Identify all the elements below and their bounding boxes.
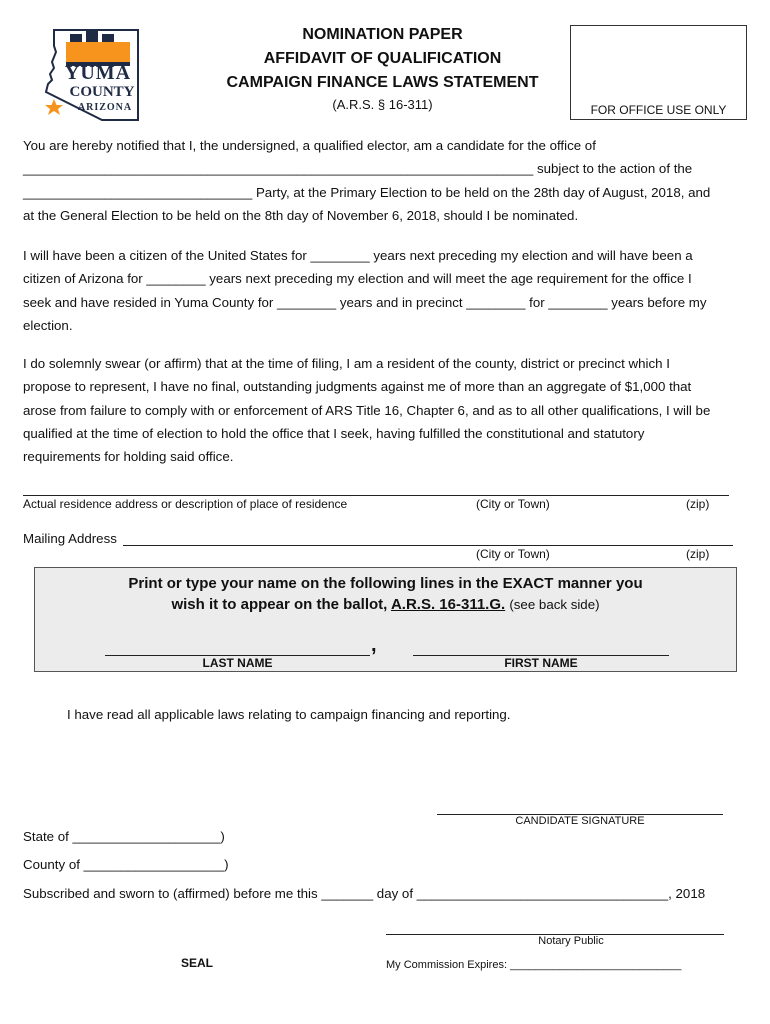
para3-line4: qualified at the time of election to hold the office that I seek, having fulfilled the constitutional and statutory <box>23 425 645 441</box>
statute-reference: (A.R.S. § 16-311) <box>332 97 433 112</box>
office-use-label: FOR OFFICE USE ONLY <box>590 103 727 117</box>
title-nomination-paper: NOMINATION PAPER <box>302 26 463 43</box>
title-campaign-finance: CAMPAIGN FINANCE LAWS STATEMENT <box>226 74 539 91</box>
subscribed-sworn-line[interactable]: Subscribed and sworn to (affirmed) before me this _______ day of __________________________________, 2018 <box>23 886 706 901</box>
mailing-address-label: Mailing Address <box>23 531 117 546</box>
ballot-name-box <box>34 567 737 672</box>
mailing-address-line[interactable] <box>123 545 733 546</box>
para1-line1: You are hereby notified that I, the undersigned, a qualified elector, am a candidate for the office of <box>23 138 596 153</box>
para2-line4: election. <box>23 317 73 333</box>
mailing-zip-label: (zip) <box>686 547 710 561</box>
residence-city-label: (City or Town) <box>476 497 550 511</box>
seal-label: SEAL <box>181 956 214 970</box>
residence-zip-label: (zip) <box>686 497 710 511</box>
para2-line2[interactable]: citizen of Arizona for ________ years next preceding my election and will meet the age requirement for the office I <box>23 271 692 287</box>
paragraph-candidacy <box>23 134 751 227</box>
logo-county: COUNTY <box>69 84 135 100</box>
county-of-field[interactable]: County of ___________________) <box>23 857 229 872</box>
para3-line3: arose from failure to comply with or enforcement of ARS Title 16, Chapter 6, and as to all other qualifications, I will be <box>23 402 711 418</box>
ballot-instruction-line2 <box>35 594 736 615</box>
title-affidavit: AFFIDAVIT OF QUALIFICATION <box>263 50 502 67</box>
ballot-statute-link: A.R.S. 16-311.G. <box>390 596 506 613</box>
state-of-field[interactable]: State of ____________________) <box>23 829 225 844</box>
commission-expires-field[interactable]: My Commission Expires: ____________________________ <box>386 959 682 971</box>
first-name-label: FIRST NAME <box>504 656 578 670</box>
para3-line2: propose to represent, I have no final, outstanding judgments against me of more than an aggregate of $1,000 that <box>23 379 692 395</box>
para1-line2[interactable]: _____________________________________________________________________ subject to the action of the <box>23 161 693 177</box>
para2-line1[interactable]: I will have been a citizen of the United States for ________ years next preceding my election and will have been a <box>23 248 693 263</box>
logo-yuma: YUMA <box>64 62 132 84</box>
para3-line1: I do solemnly swear (or affirm) that at the time of filing, I am a resident of the county, district or precinct which I <box>23 356 670 371</box>
paragraph-citizenship <box>23 244 751 337</box>
logo-arizona: ARIZONA <box>77 102 133 113</box>
candidate-signature-label: CANDIDATE SIGNATURE <box>515 815 645 827</box>
ballot-instruction-line1: Print or type your name on the following lines in the EXACT manner you <box>128 575 643 592</box>
office-use-box <box>570 25 747 120</box>
campaign-finance-statement: I have read all applicable laws relating to campaign financing and reporting. <box>67 707 511 722</box>
para1-line4: at the General Election to be held on the 8th day of November 6, 2018, should I be nominated. <box>23 207 579 223</box>
para1-line3[interactable]: _______________________________ Party, at the Primary Election to be held on the 28th day of August, 2018, and <box>23 184 711 200</box>
notary-public-label: Notary Public <box>538 935 604 947</box>
residence-label: Actual residence address or description of place of residence <box>23 497 348 511</box>
mailing-city-label: (City or Town) <box>476 547 550 561</box>
name-separator-comma: , <box>371 634 377 656</box>
last-name-label: LAST NAME <box>202 656 273 670</box>
ballot-instruction-prefix: wish it to appear on the ballot, <box>171 596 388 613</box>
para3-line5: requirements for holding said office. <box>23 449 234 465</box>
star-icon <box>45 99 63 115</box>
para2-line3[interactable]: seek and have resided in Yuma County for ________ years and in precinct ________ for ________ years before my <box>23 294 707 310</box>
ballot-instructions <box>35 573 736 615</box>
yuma-county-logo <box>40 22 140 122</box>
see-back-side: (see back side) <box>509 597 600 612</box>
paragraph-oath <box>23 352 751 468</box>
residence-address-line[interactable] <box>23 495 729 496</box>
